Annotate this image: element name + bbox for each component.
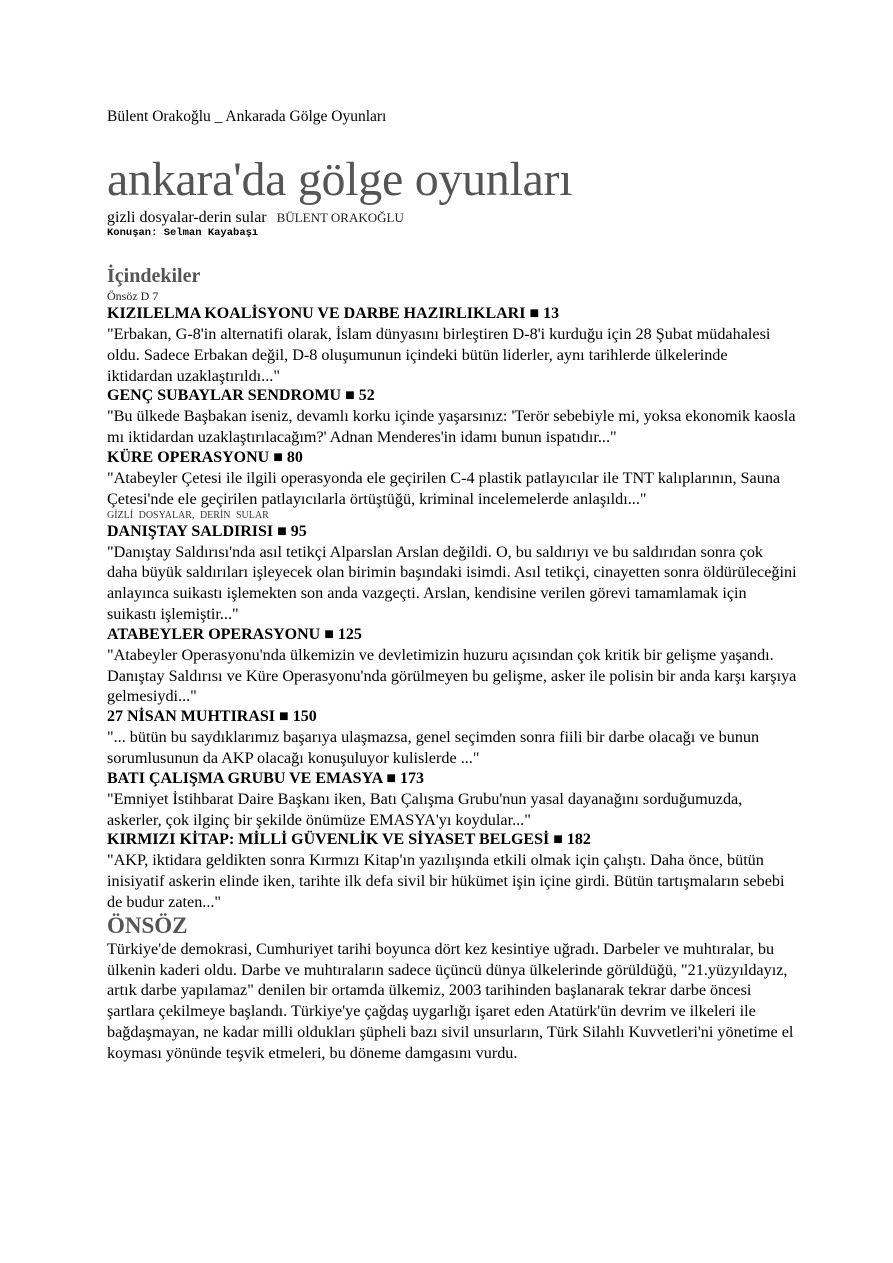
- toc-list: [107, 304, 797, 1064]
- speaker-credit: Konuşan: Selman Kayabaşı: [107, 227, 259, 239]
- preface-title: ÖNSÖZ: [107, 912, 188, 938]
- document-header: Bülent Orakoğlu _ Ankarada Gölge Oyunları: [107, 108, 387, 125]
- running-head: GİZLİ DOSYALAR, DERİN SULAR: [107, 509, 269, 521]
- toc-section-quote: "Emniyet İstihbarat Daire Başkanı iken, Batı Çalışma Grubu'nun yasal dayanağını sorduğumuzda, askerler, çok ilginç bir şekilde önümüze EMASYA'yı koydular...": [107, 789, 743, 829]
- toc-section-title: KIZILELMA KOALİSYONU VE DARBE HAZIRLIKLARI ■ 13: [107, 305, 560, 322]
- toc-section-title: BATI ÇALIŞMA GRUBU VE EMASYA ■ 173: [107, 769, 424, 787]
- toc-section-title: KÜRE OPERASYONU ■ 80: [107, 448, 303, 466]
- toc-section-quote: "AKP, iktidara geldikten sonra Kırmızı Kitap'ın yazılışında etkili olmak için çalıştı. Daha önce, bütün inisiyatif askerin elinde iken, tarihte ilk defa sivil bir hükümet işin içine girdi. Bütün tartışmaların sebebi de budur zaten...": [107, 851, 785, 911]
- toc-section-title: ATABEYLER OPERASYONU ■ 125: [107, 625, 362, 643]
- preface-page-ref: Önsöz D 7: [107, 289, 159, 303]
- toc-section-title: KIRMIZI KİTAP: MİLLİ GÜVENLİK VE SİYASET BELGESİ ■ 182: [107, 831, 591, 849]
- preface-body: Türkiye'de demokrasi, Cumhuriyet tarihi boyunca dört kez kesintiye uğradı. Darbeler ve muhtıralar, bu ülkenin kaderi oldu. Darbe ve muhtıraların sadece üçüncü dünya ülkelerinde görüldüğü, "21.yüzyıldayız, artık darbe yapılamaz" denilen bir ortamda ülkemiz, 2003 tarihinden başlanarak tekrar darbe öncesi şartlara çekilmeye başlandı. Türkiye'ye çağdaş uygarlığı işaret eden Atatürk'ün devrim ve ilkeleri ile bağdaşmayan, ne kadar milli oldukları şüpheli bazı sivil unsurların, Türk Silahlı Kuvvetleri'ni yönetime el koyması yönünde teşvik etmeleri, bu döneme damgasını vurdu.: [107, 939, 794, 1062]
- toc-section-quote: "Danıştay Saldırısı'nda asıl tetikçi Alparslan Arslan değildi. O, bu saldırıyı ve bu saldırıdan sonra çok daha büyük saldırıları işleyecek olan birimin başındaki isimdi. Asıl tetikçi, cinayetten sonra öldürüleceğini anlayınca suikastı işlemekten son anda vazgeçti. Arslan, kendisine verilen görevi tamamlamak için suikastı işlemiştir...": [107, 542, 797, 623]
- toc-section-quote: "Atabeyler Operasyonu'nda ülkemizin ve devletimizin huzuru açısından çok kritik bir gelişme yaşandı. Danıştay Saldırısı ve Küre Operasyonu'nda görülmeyen bu gelişme, asker ile polisin bir anda karşı karşıya gelmesiydi...": [107, 645, 797, 706]
- book-title: ankara'da gölge oyunları: [107, 153, 573, 206]
- book-subtitle: gizli dosyalar-derin sular: [107, 209, 267, 226]
- toc-section-title: 27 NİSAN MUHTIRASI ■ 150: [107, 708, 317, 726]
- book-author: BÜLENT ORAKOĞLU: [276, 210, 404, 225]
- toc-heading: İçindekiler: [107, 265, 201, 287]
- toc-section-quote: "Atabeyler Çetesi ile ilgili operasyonda ele geçirilen C-4 plastik patlayıcılar ile TNT kalıplarının, Sauna Çetesi'nde ele geçirilen patlayıcılarla örtüştüğü, kriminal incelemelerde anlaşıldı...": [107, 468, 781, 508]
- toc-section-title: DANIŞTAY SALDIRISI ■ 95: [107, 522, 307, 540]
- book-subtitle-row: [107, 209, 404, 227]
- toc-section-quote: "Bu ülkede Başbakan iseniz, devamlı korku içinde yaşarsınız: 'Terör sebebiyle mi, yoksa ekonomik kaosla mı iktidardan uzaklaştırılacağım?' Adnan Menderes'in idamı bunun ispatıdır...": [107, 407, 796, 447]
- toc-section-quote: "... bütün bu saydıklarımız başarıya ulaşmazsa, genel seçimden sonra fiili bir darbe olacağı ve bunun sorumlusunun da AKP olacağı konuşuluyor kulislerde ...": [107, 728, 760, 767]
- toc-section-title: GENÇ SUBAYLAR SENDROMU ■ 52: [107, 387, 375, 405]
- toc-section-quote: "Erbakan, G-8'in alternatifi olarak, İslam dünyasını birleştiren D-8'i kurduğu için 28 Şubat müdahalesi oldu. Sadece Erbakan değil, D-8 oluşumunun içindeki bütün liderler, aynı tarihlerde ülkelerinde iktidardan uzaklaştırıldı...": [107, 325, 771, 385]
